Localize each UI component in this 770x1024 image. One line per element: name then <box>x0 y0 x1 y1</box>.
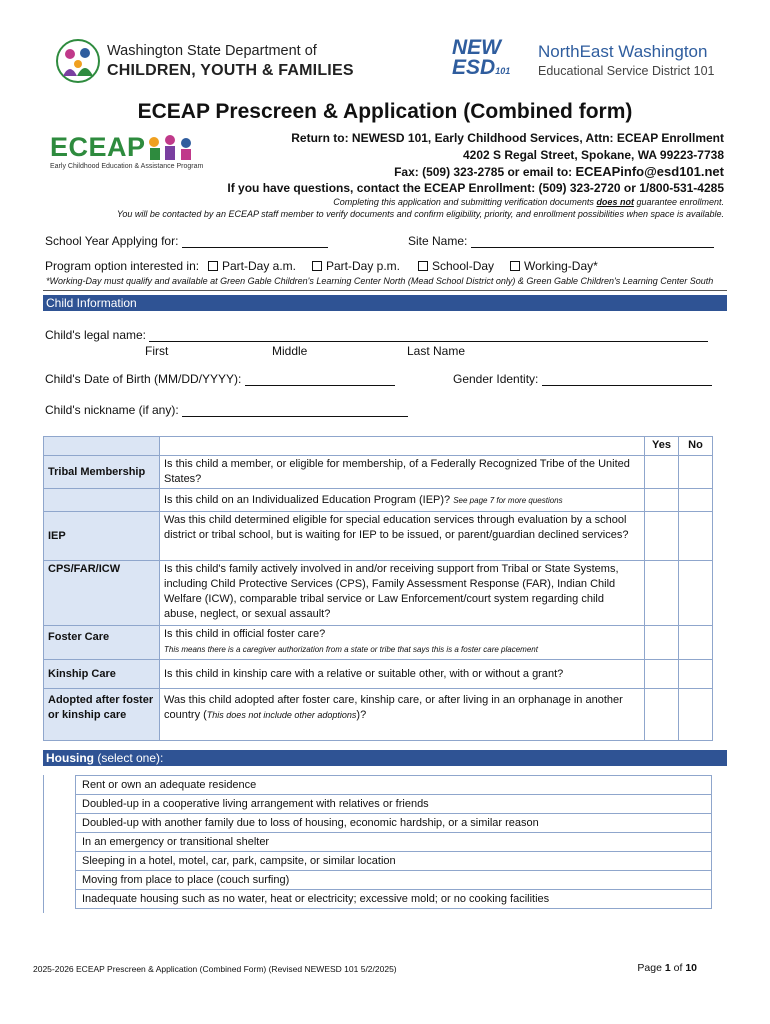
option-working-day[interactable] <box>510 259 598 273</box>
page-total: 10 <box>685 962 697 974</box>
housing-checkbox-column <box>43 775 76 913</box>
checkbox[interactable] <box>312 261 322 271</box>
housing-option-label[interactable]: Moving from place to place (couch surfing) <box>76 871 712 890</box>
newesd-logo <box>452 38 722 84</box>
nickname-field[interactable] <box>182 405 408 417</box>
foster-label: Foster Care <box>44 626 160 660</box>
children-icon <box>146 134 196 162</box>
housing-header-bold: Housing <box>46 751 94 765</box>
housing-option-label[interactable]: Doubled-up in a cooperative living arrangement with relatives or friends <box>76 795 712 814</box>
housing-option-label[interactable]: Sleeping in a hotel, motel, car, park, campsite, or similar location <box>76 852 712 871</box>
kinship-yes-cell[interactable] <box>645 660 679 689</box>
nickname-row <box>45 403 408 417</box>
esd-mark-sub: 101 <box>495 66 511 76</box>
table-cell <box>160 437 645 456</box>
adopted-label: Adopted after foster or kinship care <box>44 689 160 741</box>
checkbox[interactable] <box>418 261 428 271</box>
tribal-yes-cell[interactable] <box>645 456 679 489</box>
kinship-question: Is this child in kinship care with a relative or suitable other, with or without a grant? <box>160 660 645 689</box>
cps-yes-cell[interactable] <box>645 561 679 626</box>
option-school-day[interactable] <box>418 259 494 273</box>
school-year-label: School Year Applying for: <box>45 234 179 248</box>
option-label: Part-Day a.m. <box>222 259 297 273</box>
housing-option-label[interactable]: Rent or own an adequate residence <box>76 776 712 795</box>
adopted-no-cell[interactable] <box>679 689 713 741</box>
eligibility-table <box>43 436 713 741</box>
fax-email-line <box>394 164 724 179</box>
housing-option[interactable] <box>76 833 712 852</box>
fax-text: Fax: (509) 323-2785 or email to: <box>394 165 576 179</box>
dcyf-name-line2: CHILDREN, YOUTH & FAMILIES <box>107 62 354 79</box>
email-link[interactable]: ECEAPinfo@esd101.net <box>575 164 724 179</box>
housing-option[interactable] <box>76 776 712 795</box>
iep-label: IEP <box>44 512 160 561</box>
table-row <box>44 626 713 660</box>
of-word: of <box>670 962 686 974</box>
housing-option-label[interactable]: Inadequate housing such as no water, heat or electricity; excessive mold; or no cooking facilities <box>76 890 712 909</box>
cps-no-cell[interactable] <box>679 561 713 626</box>
tribal-no-cell[interactable] <box>679 456 713 489</box>
adopted-note: This does not include other adoptions <box>206 710 357 720</box>
iep-note: See page 7 for more questions <box>453 495 563 505</box>
dcyf-family-icon <box>55 38 101 84</box>
dcyf-name-line1: Washington State Department of <box>107 43 317 59</box>
housing-header <box>43 750 727 766</box>
foster-no-cell[interactable] <box>679 626 713 660</box>
housing-option-label[interactable]: Doubled-up with another family due to loss of housing, economic hardship, or a similar reason <box>76 814 712 833</box>
esd-mark-esd: ESD <box>452 56 496 79</box>
note1-b: does not <box>596 197 634 207</box>
foster-note: This means there is a caregiver authorization from a state or tribe that says this is a foster care placement <box>164 645 538 654</box>
iep-eligibility-question: Was this child determined eligible for special education services through evaluation by a school district or tribal school, but is waiting for IEP to be issued, or parent/guardian declined services? <box>160 512 645 561</box>
table-row <box>44 689 713 741</box>
kinship-label: Kinship Care <box>44 660 160 689</box>
option-part-day-am[interactable] <box>208 259 296 273</box>
return-to-line: Return to: NEWESD 101, Early Childhood Services, Attn: ECEAP Enrollment <box>291 131 724 145</box>
esd-mark-new: NEW <box>452 36 501 59</box>
dob-row <box>45 372 395 386</box>
cps-question: Is this child's family actively involved in and/or receiving support from Tribal or State Systems, including Child Protective Services (CPS), Family Assessment Response (FAR), Indian Child Welfare (ICW), comparable tribal service or Law Enforcement/court system regarding child abuse, neglect, or sexual assault? <box>160 561 645 626</box>
cps-label: CPS/FAR/ICW <box>44 561 160 626</box>
school-year-row <box>45 234 328 248</box>
table-row <box>44 489 713 512</box>
option-label: Part-Day p.m. <box>326 259 401 273</box>
foster-question <box>160 626 645 660</box>
iep2-no-cell[interactable] <box>679 512 713 561</box>
table-cell <box>44 437 160 456</box>
note1-c: guarantee enrollment. <box>633 197 724 207</box>
adopted-text-b: )? <box>356 709 367 721</box>
table-row <box>44 561 713 626</box>
table-row <box>44 660 713 689</box>
option-label: School-Day <box>432 259 495 273</box>
foster-yes-cell[interactable] <box>645 626 679 660</box>
footer-revision: 2025-2026 ECEAP Prescreen & Application (Combined Form) (Revised NEWESD 101 5/2/2025) <box>33 964 397 974</box>
gender-field[interactable] <box>542 374 712 386</box>
tribal-question: Is this child a member, or eligible for membership, of a Federally Recognized Tribe of the United States? <box>160 456 645 489</box>
site-name-label: Site Name: <box>408 234 468 248</box>
yes-header: Yes <box>645 437 679 456</box>
program-label: Program option interested in: <box>45 259 200 273</box>
gender-label: Gender Identity: <box>453 372 539 386</box>
housing-option[interactable] <box>76 890 712 909</box>
housing-option[interactable] <box>76 795 712 814</box>
dob-field[interactable] <box>245 374 395 386</box>
guarantee-note <box>333 197 724 207</box>
questions-line: If you have questions, contact the ECEAP Enrollment: (509) 323-2720 or 1/800-531-4285 <box>227 181 724 195</box>
contact-note: You will be contacted by an ECEAP staff member to verify documents and confirm eligibility, priority, and enrollment possibilities when space is available. <box>116 209 724 219</box>
iep-yes-cell[interactable] <box>645 489 679 512</box>
kinship-no-cell[interactable] <box>679 660 713 689</box>
table-row <box>44 512 713 561</box>
nickname-label: Child's nickname (if any): <box>45 403 179 417</box>
iep2-yes-cell[interactable] <box>645 512 679 561</box>
iep-question-text: Is this child on an Individualized Education Program (IEP)? <box>164 493 451 506</box>
housing-header-rest: (select one): <box>94 751 164 765</box>
page-title: ECEAP Prescreen & Application (Combined form) <box>137 100 633 123</box>
esd-name-line2: Educational Service District 101 <box>538 64 715 78</box>
housing-option[interactable] <box>76 871 712 890</box>
page-current: 1 <box>664 962 671 974</box>
foster-question-text: Is this child in official foster care? <box>164 628 326 640</box>
table-cell <box>44 489 160 512</box>
adopted-text-a: Was this child adopted after foster care, kinship care, or after living in an orphanage in another country ( <box>164 694 623 721</box>
esd-name-line1: NorthEast Washington <box>538 42 708 61</box>
no-header: No <box>679 437 713 456</box>
legal-name-row <box>45 328 708 342</box>
site-name-field[interactable] <box>471 236 714 248</box>
address-line: 4202 S Regal Street, Spokane, WA 99223-7738 <box>462 148 724 162</box>
child-info-header: Child Information <box>43 295 727 311</box>
site-name-row <box>408 234 714 248</box>
checkbox[interactable] <box>510 261 520 271</box>
checkbox[interactable] <box>208 261 218 271</box>
page-word: Page <box>637 962 665 974</box>
last-name-caption: Last Name <box>407 344 466 358</box>
tribal-label: Tribal Membership <box>44 456 160 489</box>
first-name-caption: First <box>145 344 169 358</box>
legal-name-label: Child's legal name: <box>45 328 147 342</box>
dcyf-logo <box>55 38 354 86</box>
housing-option-label[interactable]: In an emergency or transitional shelter <box>76 833 712 852</box>
divider <box>43 290 727 291</box>
table-header-row <box>44 437 713 456</box>
iep-question <box>160 489 645 512</box>
option-label: Working-Day* <box>524 259 598 273</box>
housing-option[interactable] <box>76 814 712 833</box>
adopted-yes-cell[interactable] <box>645 689 679 741</box>
option-part-day-pm[interactable] <box>312 259 400 273</box>
table-row <box>44 456 713 489</box>
housing-option[interactable] <box>76 852 712 871</box>
middle-name-caption: Middle <box>272 344 308 358</box>
gender-row <box>453 372 712 386</box>
eceap-logo-sub: Early Childhood Education & Assistance Program <box>50 163 204 170</box>
adopted-question <box>160 689 645 741</box>
newesd-mark <box>452 38 510 81</box>
school-year-field[interactable] <box>182 236 328 248</box>
housing-options-table <box>75 775 712 909</box>
legal-name-field[interactable] <box>149 330 708 342</box>
dob-label: Child's Date of Birth (MM/DD/YYYY): <box>45 372 242 386</box>
eceap-logo <box>50 132 204 174</box>
iep-no-cell[interactable] <box>679 489 713 512</box>
eceap-logo-word: ECEAP <box>50 132 146 162</box>
page-number <box>637 962 697 974</box>
note1-a: Completing this application and submitting verification documents <box>333 197 597 207</box>
working-day-note: *Working-Day must qualify and available at Green Gable Children's Learning Center North (Mead School District only) & Green Gable Children's Learning Center South <box>46 276 714 286</box>
